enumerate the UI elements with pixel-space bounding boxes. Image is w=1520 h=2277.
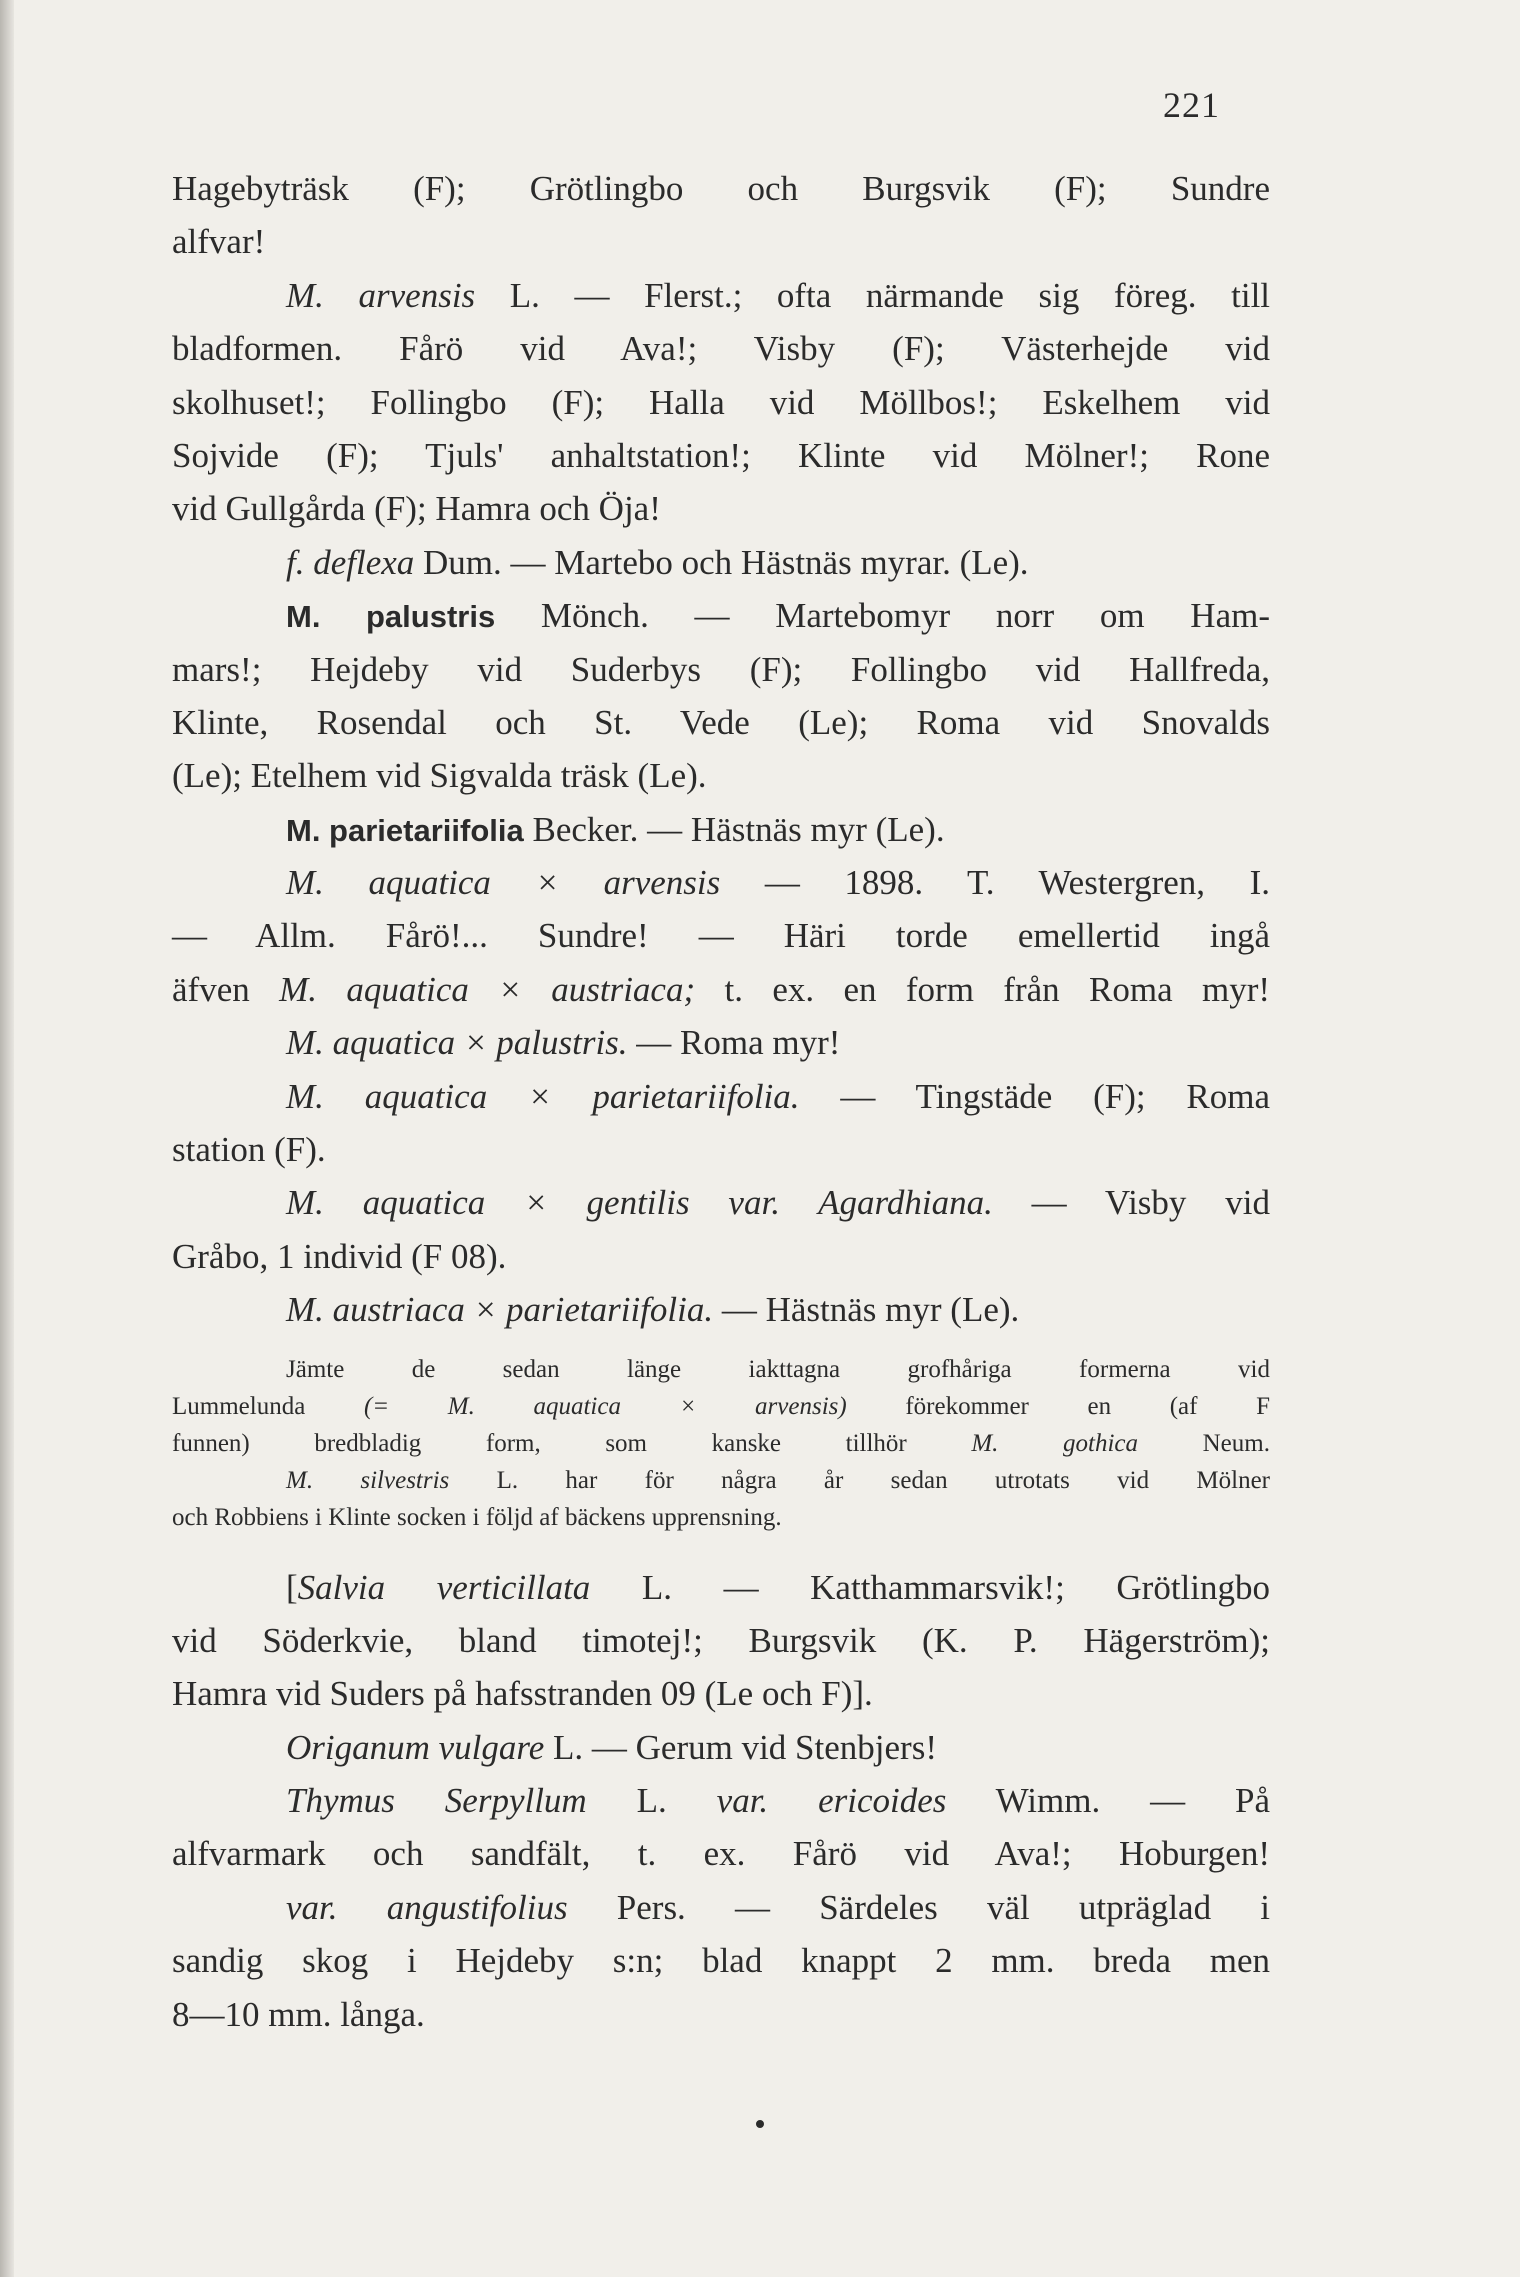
print-speck — [756, 2120, 764, 2128]
note-line: Jämte de sedan länge iakttagna grofhåriga formerna vid — [286, 1355, 1270, 1383]
text-line: skolhuset!; Follingbo (F); Halla vid Möllbos!; Eskelhem vid — [172, 382, 1270, 422]
text-line: var. angustifolius Pers. — Särdeles väl utpräglad i — [286, 1887, 1270, 1927]
text-line: Klinte, Rosendal och St. Vede (Le); Roma vid Snovalds — [172, 702, 1270, 742]
text-line: Hagebyträsk (F); Grötlingbo och Burgsvik (F); Sundre — [172, 169, 1270, 208]
note-line: och Robbiens i Klinte socken i följd af bäckens upprensning. — [172, 1504, 782, 1532]
text-line: M. aquatica × gentilis var. Agardhiana. — Visby vid — [286, 1183, 1270, 1223]
note-line: funnen) bredbladig form, som kanske tillhör M. gothica Neum. — [172, 1429, 1270, 1457]
note-line: Lummelunda (= M. aquatica × arvensis) förekommer en (af F — [172, 1392, 1270, 1420]
text-line: alfvarmark och sandfält, t. ex. Fårö vid Ava!; Hoburgen! — [172, 1834, 1270, 1874]
text-line: bladformen. Fårö vid Ava!; Visby (F); Västerhejde vid — [172, 329, 1270, 369]
species-heading-line: M. palustris Mönch. — Martebomyr norr om Ham- — [286, 596, 1270, 636]
text-line: — Allm. Fårö!... Sundre! — Häri torde emellertid ingå — [172, 916, 1270, 956]
text-line: sandig skog i Hejdeby s:n; blad knappt 2 mm. breda men — [172, 1941, 1270, 1981]
text-line: M. austriaca × parietariifolia. — Hästnäs myr (Le). — [286, 1290, 1020, 1330]
text-line: Origanum vulgare L. — Gerum vid Stenbjers! — [286, 1727, 937, 1767]
page-number: 221 — [1163, 85, 1220, 125]
species-name: M. palustris — [286, 599, 496, 635]
text-line: äfven M. aquatica × austriaca; t. ex. en form från Roma myr! — [172, 969, 1271, 1009]
species-name: M. parietariifolia — [286, 812, 524, 848]
text-line: Sojvide (F); Tjuls' anhaltstation!; Klinte vid Mölner!; Rone — [172, 435, 1270, 475]
text-line: alfvar! — [172, 222, 266, 262]
text-line: [Salvia verticillata L. — Katthammarsvik!; Grötlingbo — [286, 1567, 1270, 1607]
text-line: (Le); Etelhem vid Sigvalda träsk (Le). — [172, 756, 707, 796]
text-line: M. aquatica × palustris. — Roma myr! — [286, 1023, 841, 1063]
text-line: M. aquatica × parietariifolia. — Tingstäde (F); Roma — [286, 1076, 1270, 1116]
text-line: M. aquatica × arvensis — 1898. T. Westergren, I. — [286, 863, 1270, 903]
text-line: vid Söderkvie, bland timotej!; Burgsvik (K. P. Hägerström); — [172, 1620, 1270, 1660]
text-line: mars!; Hejdeby vid Suderbys (F); Follingbo vid Hallfreda, — [172, 649, 1270, 689]
text-line: Hamra vid Suders på hafsstranden 09 (Le och F)]. — [172, 1674, 873, 1714]
species-heading-line: M. parietariifolia Becker. — Hästnäs myr (Le). — [286, 809, 945, 849]
page-binding-shadow — [0, 0, 14, 2277]
text-line: Gråbo, 1 individ (F 08). — [172, 1236, 507, 1276]
text-line: Thymus Serpyllum L. var. ericoides Wimm. — På — [286, 1781, 1270, 1821]
text-line: f. deflexa Dum. — Martebo och Hästnäs myrar. (Le). — [286, 542, 1029, 582]
text-line: M. arvensis L. — Flerst.; ofta närmande sig föreg. till — [286, 275, 1271, 315]
text-line: vid Gullgårda (F); Hamra och Öja! — [172, 489, 661, 529]
page-body — [172, 162, 1270, 2041]
text-line: 8—10 mm. långa. — [172, 1994, 425, 2034]
note-line: M. silvestris L. har för några år sedan utrotats vid Mölner — [286, 1467, 1271, 1495]
text-line: station (F). — [172, 1130, 326, 1170]
